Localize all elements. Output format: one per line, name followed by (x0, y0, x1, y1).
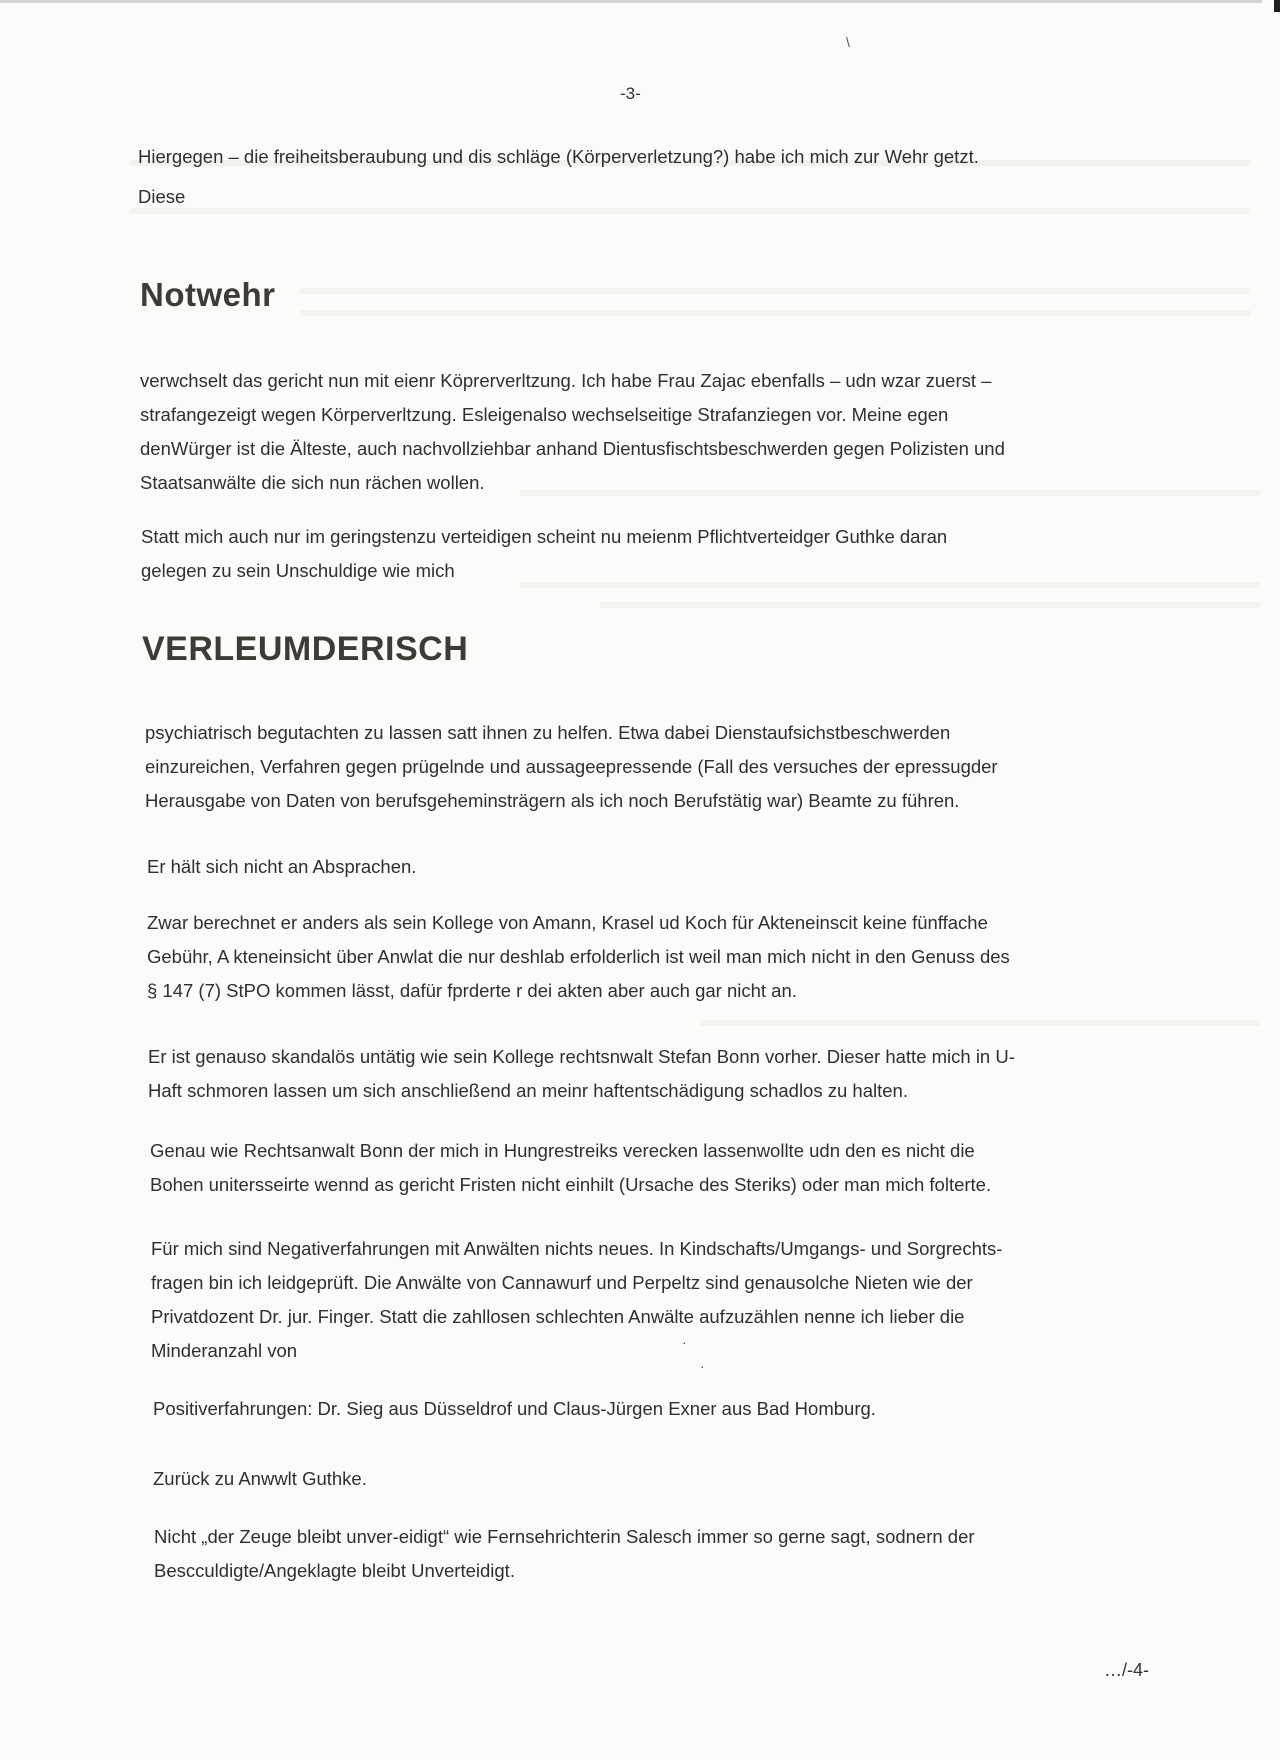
paragraph-9 (151, 1232, 1002, 1368)
text-line: fragen bin ich leidgeprüft. Die Anwälte von Cannawurf und Perpeltz sind genausolche Nieten wie der (151, 1272, 973, 1293)
paragraph-1 (138, 140, 979, 214)
paragraph-7 (148, 1040, 1015, 1108)
text-line: Privatdozent Dr. jur. Finger. Statt die zahllosen schlechten Anwälte aufzuzählen nenne ich lieber die (151, 1306, 965, 1327)
scan-speck: \ (846, 34, 850, 50)
heading-notwehr: Notwehr (140, 276, 276, 313)
text-line: denWürger ist die Älteste, auch nachvollziehbar anhand Dientusfischtsbeschwerden gegen Polizisten und (140, 438, 1005, 459)
text-line: Er hält sich nicht an Absprachen. (147, 856, 417, 877)
text-line: Hiergegen – die freiheitsberaubung und dis schläge (Körperverletzung?) habe ich mich zur Wehr getzt. (138, 146, 979, 167)
scan-speck: · (700, 1358, 705, 1374)
text-line: gelegen zu sein Unschuldige wie mich (141, 560, 455, 581)
scan-speck: · (682, 1334, 687, 1350)
paragraph-10 (153, 1392, 876, 1426)
text-line: psychiatrisch begutachten zu lassen satt ihnen zu helfen. Etwa dabei Dienstaufsichstbeschwerden (145, 722, 951, 743)
bleed-through (300, 288, 1250, 294)
paragraph-6 (147, 906, 1010, 1008)
paragraph-8 (150, 1134, 991, 1202)
text-line: Staatsanwälte die sich nun rächen wollen. (140, 472, 485, 493)
text-line: Für mich sind Negativerfahrungen mit Anwälten nichts neues. In Kindschafts/Umgangs- und Sorgrechts- (151, 1238, 1003, 1259)
text-line: einzureichen, Verfahren gegen prügelnde und aussageepressende (Fall des versuches der epressugder (145, 756, 998, 777)
text-line: Minderanzahl von (151, 1340, 298, 1361)
heading-verleumderisch: VERLEUMDERISCH (142, 630, 469, 668)
paragraph-4 (145, 716, 998, 818)
page-number: -3- (620, 84, 641, 103)
scan-top-edge (0, 0, 1262, 3)
text-line: Haft schmoren lassen um sich anschließend an meinr haftentschädigung schadlos zu halten. (148, 1080, 908, 1101)
paragraph-12 (154, 1520, 975, 1588)
text-line: Diese (138, 186, 186, 207)
paragraph-3 (141, 520, 947, 588)
text-line: Zurück zu Anwwlt Guthke. (153, 1468, 367, 1489)
text-line: Herausgabe von Daten von berufsgeheminsträgern als ich noch Berufstätig war) Beamte zu führen. (145, 790, 960, 811)
text-line: strafangezeigt wegen Körperverltzung. Esleigenalso wechselseitige Strafanziegen vor. Meine egen (140, 404, 949, 425)
text-line: Nicht „der Zeuge bleibt unver-eidigt“ wie Fernsehrichterin Salesch immer so gerne sagt, sodnern der (154, 1526, 975, 1547)
bleed-through (600, 602, 1260, 608)
scan-corner-mark (1274, 0, 1280, 12)
bleed-through (300, 310, 1250, 316)
paragraph-2 (140, 364, 1005, 500)
text-line: Er ist genauso skandalös untätig wie sein Kollege rechtsnwalt Stefan Bonn vorher. Dieser hatte mich in U- (148, 1046, 1015, 1067)
text-line: Zwar berechnet er anders als sein Kollege von Amann, Krasel ud Koch für Akteneinscit keine fünffache (147, 912, 988, 933)
paragraph-11 (153, 1462, 367, 1496)
bleed-through (700, 1020, 1260, 1026)
text-line: Bescculdigte/Angeklagte bleibt Unverteidigt. (154, 1560, 515, 1581)
text-line: Genau wie Rechtsanwalt Bonn der mich in Hungrestreiks verecken lassenwollte udn den es nicht die (150, 1140, 975, 1161)
text-line: Gebühr, A kteneinsicht über Anwlat die nur deshlab erfolderlich ist weil man mich nicht in den Genuss des (147, 946, 1010, 967)
text-line: Bohen unitersseirte wennd as gericht Fristen nicht einhilt (Ursache des Steriks) oder man mich folterte. (150, 1174, 992, 1195)
paragraph-5 (147, 850, 416, 884)
text-line: verwchselt das gericht nun mit eienr Köprerverltzung. Ich habe Frau Zajac ebenfalls – udn wzar zuerst – (140, 370, 992, 391)
text-line: § 147 (7) StPO kommen lässt, dafür fprderte r dei akten aber auch gar nicht an. (147, 980, 797, 1001)
continuation-marker: …/-4- (1104, 1660, 1149, 1680)
text-line: Positiverfahrungen: Dr. Sieg aus Düsseldrof und Claus-Jürgen Exner aus Bad Homburg. (153, 1398, 876, 1419)
text-line: Statt mich auch nur im geringstenzu verteidigen scheint nu meienm Pflichtverteidger Guthke daran (141, 526, 948, 547)
